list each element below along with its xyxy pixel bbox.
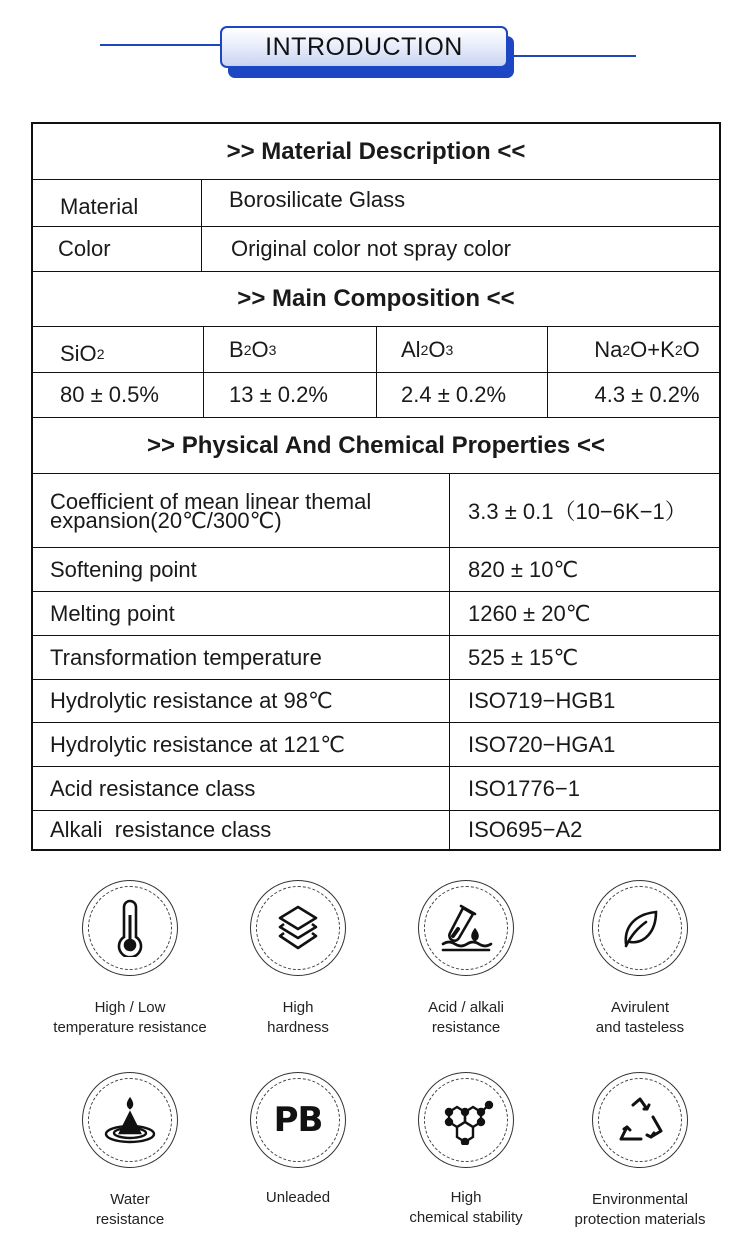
section-header-composition: [33, 272, 719, 327]
feature-caption-line: resistance: [431, 1019, 501, 1036]
header-line-left: [100, 44, 225, 46]
row-label: Material: [33, 180, 202, 226]
property-value: 820 ± 10℃: [468, 556, 579, 582]
thermometer-icon: [88, 886, 172, 970]
property-label: Alkali resistance class: [33, 811, 450, 849]
property-value: ISO695−A2: [468, 817, 583, 842]
section-header-properties: [33, 418, 719, 474]
property-value: ISO719−HGB1: [468, 688, 616, 713]
property-label: Softening point: [33, 548, 450, 591]
pb-icon: [256, 1078, 340, 1162]
property-value: 1260 ± 20℃: [468, 600, 591, 626]
row-value: Original color not spray color: [231, 236, 512, 261]
table-row: [33, 227, 719, 272]
table-row: [33, 723, 719, 767]
recycle-icon: [598, 1078, 682, 1162]
table-row: [33, 680, 719, 723]
table-row: [33, 592, 719, 636]
test-tube-icon: [424, 886, 508, 970]
property-label: Acid resistance class: [33, 767, 450, 810]
table-row: [33, 636, 719, 680]
feature-item: [35, 880, 225, 1038]
property-label: Coefficient of mean linear themal expansion(20℃/300℃): [33, 474, 450, 547]
table-row: [33, 180, 719, 227]
feature-item: [545, 880, 735, 1038]
composition-name-al2o3: Al 2 O 3: [377, 327, 548, 372]
feature-caption-line: hardness: [267, 1019, 329, 1036]
feature-caption-line: Water: [110, 1191, 150, 1208]
section-title: >> Material Description <<: [226, 137, 526, 165]
pb-icon-text: PB: [273, 1100, 323, 1140]
composition-values-row: [33, 373, 719, 418]
composition-name-b2o3: B 2 O 3: [204, 327, 377, 372]
water-drop-icon: [88, 1078, 172, 1162]
feature-caption-line: protection materials: [574, 1211, 706, 1228]
property-label: Hydrolytic resistance at 98℃: [33, 680, 450, 722]
property-value: ISO720−HGA1: [468, 731, 616, 757]
feature-item: [545, 1072, 735, 1230]
row-value: Borosilicate Glass: [229, 187, 406, 212]
feature-item: [35, 1072, 225, 1230]
table-row: [33, 474, 719, 548]
composition-value: 80 ± 0.5%: [33, 373, 204, 417]
feature-item: [203, 880, 393, 1038]
leaf-icon: [598, 886, 682, 970]
composition-value: 13 ± 0.2%: [204, 373, 377, 417]
feature-item: [371, 1072, 561, 1228]
header-line-right: [510, 55, 636, 57]
composition-name-na2o-k2o: Na 2 O+K 2 O: [594, 336, 700, 362]
feature-caption-line: High / Low: [94, 999, 166, 1016]
spec-table: [31, 122, 721, 851]
page-title: INTRODUCTION: [265, 32, 463, 61]
composition-value: 2.4 ± 0.2%: [377, 373, 548, 417]
feature-caption-line: High: [450, 1189, 482, 1206]
table-row: [33, 811, 719, 849]
feature-caption-line: resistance: [95, 1211, 165, 1228]
feature-caption-line: and tasteless: [595, 1019, 685, 1036]
feature-item: [203, 1072, 393, 1208]
property-label: Transformation temperature: [33, 636, 450, 679]
property-value: ISO1776−1: [468, 775, 580, 801]
property-label: Hydrolytic resistance at 121℃: [33, 723, 450, 766]
property-value: 525 ± 15℃: [468, 644, 579, 670]
layers-icon: [256, 886, 340, 970]
feature-caption-line: Acid / alkali: [428, 999, 504, 1016]
section-header-material: [33, 124, 719, 180]
feature-caption-line: Environmental: [592, 1191, 688, 1208]
feature-caption-line: temperature resistance: [53, 1019, 207, 1036]
section-title: >> Main Composition <<: [237, 285, 515, 312]
row-label: Color: [33, 227, 202, 271]
composition-value: 4.3 ± 0.2%: [594, 382, 700, 407]
composition-name-sio2: SiO 2: [33, 327, 204, 372]
table-row: [33, 767, 719, 811]
molecule-icon: [424, 1078, 508, 1162]
feature-caption-line: chemical stability: [409, 1209, 523, 1226]
feature-caption-line: Avirulent: [610, 999, 670, 1016]
header-banner: [220, 26, 508, 68]
feature-item: [371, 880, 561, 1038]
section-title: >> Physical And Chemical Properties <<: [147, 431, 605, 459]
composition-names-row: [33, 327, 719, 373]
feature-caption-line: High: [282, 999, 314, 1016]
property-value: 3.3 ± 0.1（10−6K−1）: [468, 499, 687, 524]
table-row: [33, 548, 719, 592]
property-label: Melting point: [33, 592, 450, 635]
feature-caption-line: Unleaded: [265, 1189, 331, 1206]
